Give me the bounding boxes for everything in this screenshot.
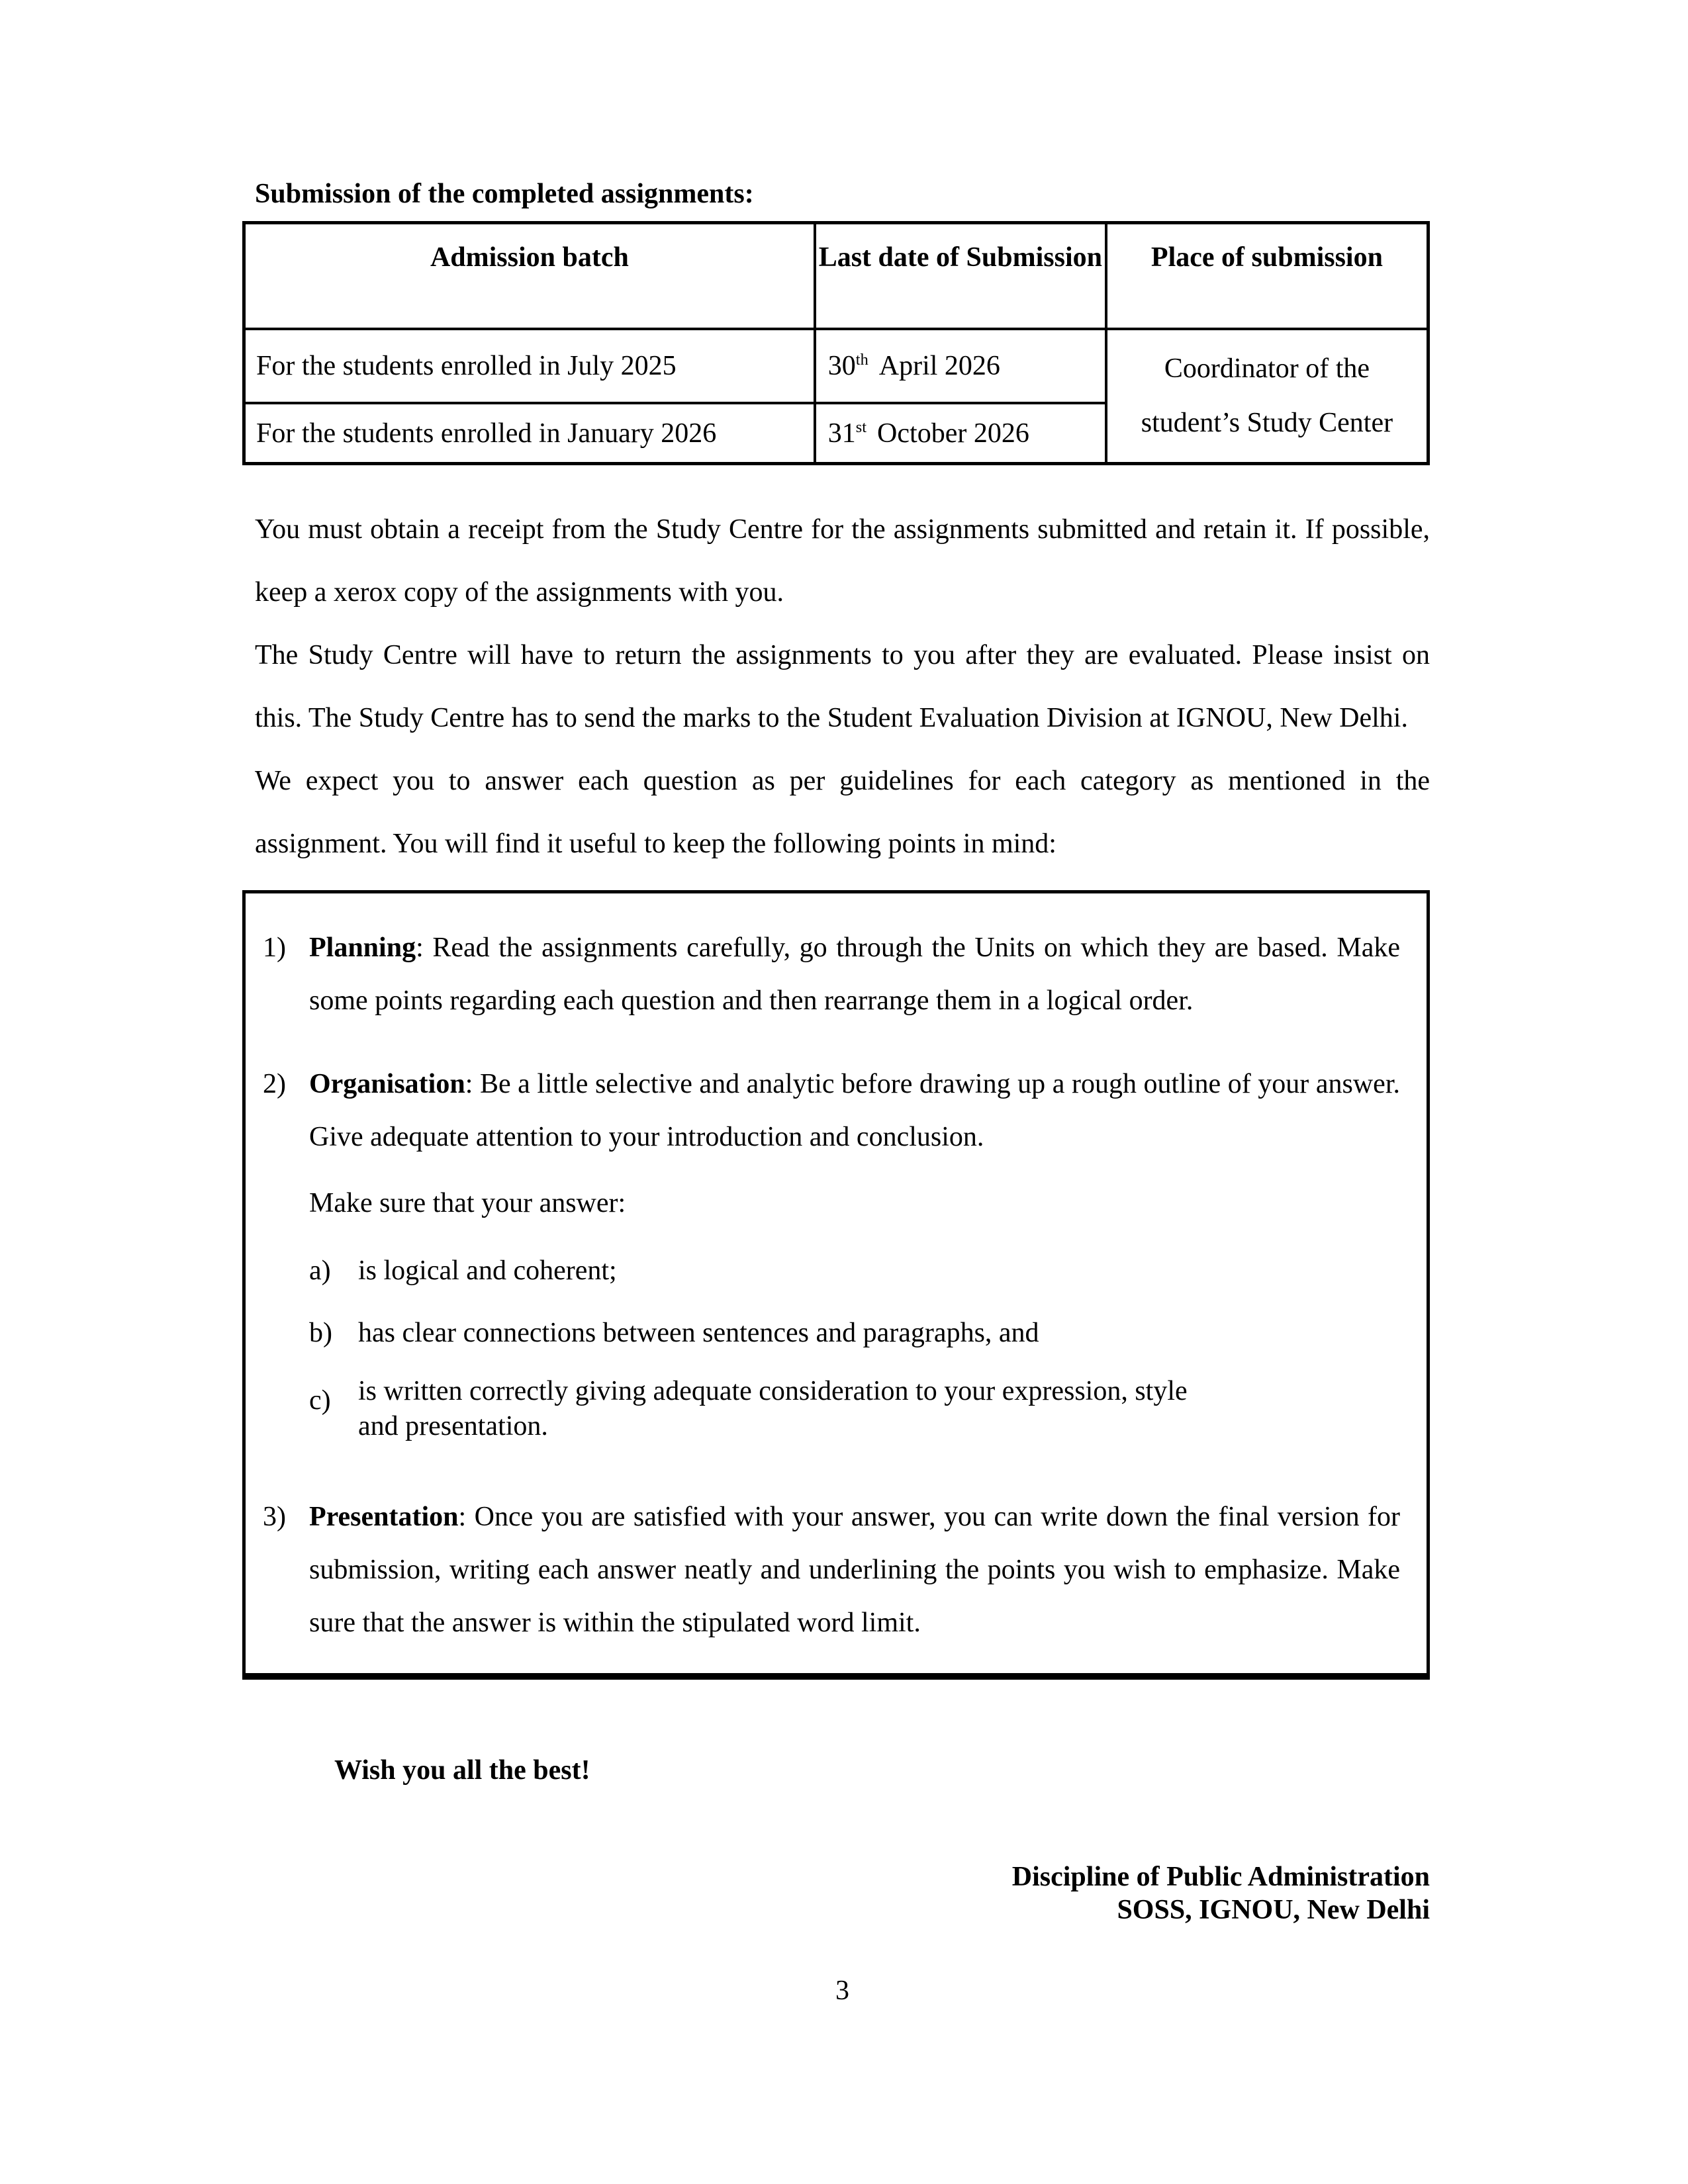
date-cell-january xyxy=(815,403,1106,464)
item-body: : Read the assignments carefully, go through the Units on which they are based. Make some points regarding each question and then rearrange them in a logical order. xyxy=(309,933,1400,1017)
sub-item-line-2: and presentation. xyxy=(358,1411,548,1442)
submission-table xyxy=(242,221,1430,465)
item-title: Organisation xyxy=(309,1069,465,1100)
sub-item-marker: a) xyxy=(309,1255,331,1287)
sub-item-b xyxy=(309,1306,1400,1359)
place-cell: Coordinator of the student’s Study Center xyxy=(1106,329,1429,464)
sub-item-c xyxy=(309,1374,1400,1444)
col-header-last-date: Last date of Submission xyxy=(815,223,1106,329)
batch-cell-january: For the students enrolled in January 2026 xyxy=(244,403,815,464)
paragraph-return-assignments: The Study Centre will have to return the assignments to you after they are evaluated. Please insist on this. The Study Centre has to send the marks to the Student Evaluation Division at IGNOU, New Delhi. xyxy=(255,640,1430,734)
item-body: : Be a little selective and analytic before drawing up a rough outline of your answer. Give adequate attention to your introduction and conclusion. xyxy=(309,1069,1400,1153)
table-row-july xyxy=(244,329,1429,403)
sub-item-marker: c) xyxy=(309,1385,331,1416)
table-header-row xyxy=(244,223,1429,329)
batch-cell-july: For the students enrolled in July 2025 xyxy=(244,329,815,403)
item-title: Planning xyxy=(309,933,416,964)
date-monthyear: April 2026 xyxy=(878,350,1000,381)
date-cell-july xyxy=(815,329,1106,403)
guidelines-box xyxy=(242,890,1430,1680)
date-monthyear: October 2026 xyxy=(877,418,1029,449)
sub-item-text xyxy=(358,1374,1400,1444)
date-ordinal: th xyxy=(855,350,868,369)
list-item-presentation xyxy=(263,1490,1400,1649)
item-marker: 2) xyxy=(263,1069,286,1100)
sub-item-a xyxy=(309,1244,1400,1297)
make-sure-note: Make sure that your answer: xyxy=(309,1188,626,1219)
list-item-organisation xyxy=(263,1058,1400,1460)
list-item-planning xyxy=(263,921,1400,1027)
signature-line-school: SOSS, IGNOU, New Delhi xyxy=(1117,1894,1430,1925)
item-marker: 1) xyxy=(263,933,286,964)
col-header-admission-batch: Admission batch xyxy=(244,223,815,329)
item-text xyxy=(309,1490,1400,1649)
sub-item-line-1: is written correctly giving adequate consideration to your expression, style xyxy=(358,1376,1188,1407)
paragraph-guidelines-intro: We expect you to answer each question as per guidelines for each category as mentioned in the assignment. You will find it useful to keep the following points in mind: xyxy=(255,766,1430,860)
date-day: 30 xyxy=(827,350,856,381)
signature-block xyxy=(255,1860,1430,1927)
signature-line-discipline: Discipline of Public Administration xyxy=(1011,1861,1430,1892)
paragraph-receipt: You must obtain a receipt from the Study Centre for the assignments submitted and retain it. If possible, keep a xerox copy of the assignments with you. xyxy=(255,514,1430,608)
sub-item-text: has clear connections between sentences and paragraphs, and xyxy=(358,1318,1039,1349)
sub-item-text: is logical and coherent; xyxy=(358,1255,617,1287)
date-ordinal: st xyxy=(855,418,867,436)
col-header-place: Place of submission xyxy=(1106,223,1429,329)
item-title: Presentation xyxy=(309,1502,459,1533)
page-number: 3 xyxy=(835,1975,849,2006)
item-body: : Once you are satisfied with your answer, you can write down the final version for submission, writing each answer neatly and underlining the points you wish to emphasize. Make sure that the answer is within the stipulated word limit. xyxy=(309,1502,1400,1639)
item-text xyxy=(309,921,1400,1027)
item-text xyxy=(309,1058,1400,1460)
sub-item-marker: b) xyxy=(309,1318,332,1349)
page-title: Submission of the completed assignments: xyxy=(255,179,754,209)
date-day: 31 xyxy=(827,418,856,449)
item-marker: 3) xyxy=(263,1502,286,1533)
sub-item-list xyxy=(309,1244,1400,1444)
wish-message: Wish you all the best! xyxy=(334,1755,590,1786)
